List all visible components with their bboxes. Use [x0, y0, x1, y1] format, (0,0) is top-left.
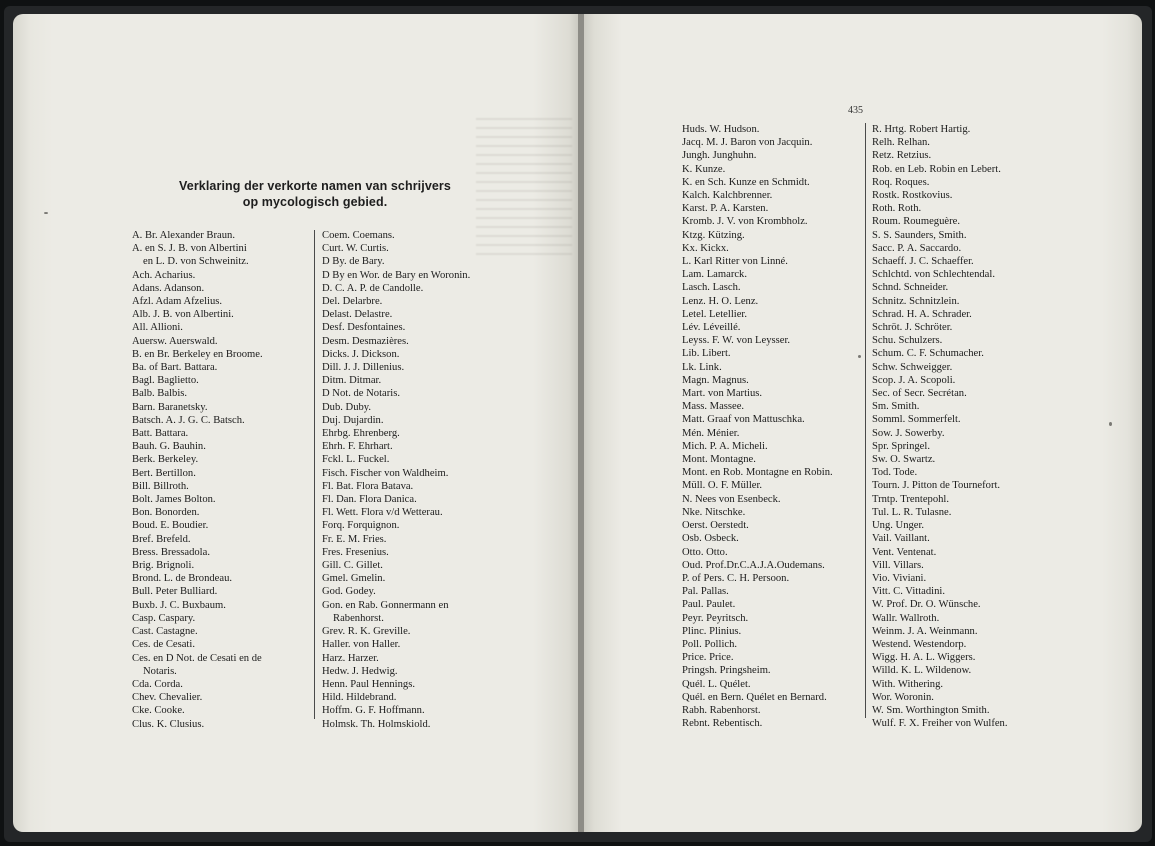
abbreviation-entry: Rob. en Leb. Robin en Lebert.: [872, 163, 1001, 175]
abbreviation-entry: Mén. Ménier.: [682, 427, 740, 439]
abbreviation-entry: Lam. Lamarck.: [682, 269, 748, 281]
abbreviation-entry: Magn. Magnus.: [682, 374, 749, 386]
abbreviation-entry: Ba. of Bart. Battara.: [132, 362, 218, 374]
abbreviation-entry: Schröt. J. Schröter.: [872, 322, 953, 334]
abbreviation-entry: Forq. Forquignon.: [322, 520, 400, 532]
abbreviation-entry: Notaris.: [143, 665, 177, 677]
abbreviation-entry: R. Hrtg. Robert Hartig.: [872, 124, 971, 135]
abbreviation-entry: Casp. Caspary.: [132, 612, 196, 624]
abbreviation-entry: Lib. Libert.: [682, 348, 731, 360]
abbreviation-entry: Gmel. Gmelin.: [322, 573, 386, 585]
abbreviation-entry: Peyr. Peyritsch.: [682, 612, 749, 624]
abbreviation-column-3: [682, 123, 833, 730]
book-gutter: [578, 14, 584, 832]
abbreviation-entry: A. Br. Alexander Braun.: [132, 230, 235, 241]
abbreviation-entry: Batt. Battara.: [132, 428, 189, 440]
abbreviation-entry: Hild. Hildebrand.: [322, 692, 397, 704]
abbreviation-entry: Ehrh. F. Ehrhart.: [322, 441, 393, 453]
abbreviation-entry: Harz. Harzer.: [322, 652, 379, 664]
abbreviation-entry: Boud. E. Boudier.: [132, 520, 209, 532]
abbreviation-entry: Fr. E. M. Fries.: [322, 533, 387, 545]
abbreviation-entry: D By. de Bary.: [322, 256, 385, 268]
abbreviation-entry: Holmsk. Th. Holmskiold.: [322, 718, 431, 730]
abbreviation-entry: Afzl. Adam Afzelius.: [132, 296, 223, 308]
abbreviation-entry: Dill. J. J. Dillenius.: [322, 362, 405, 374]
abbreviation-entry: D Not. de Notaris.: [322, 388, 400, 400]
abbreviation-entry: Ehrbg. Ehrenberg.: [322, 428, 400, 440]
abbreviation-entry: Fres. Fresenius.: [322, 546, 389, 558]
abbreviation-entry: Cast. Castagne.: [132, 626, 198, 638]
abbreviation-entry: Nke. Nitschke.: [682, 506, 746, 518]
abbreviation-entry: Mass. Massee.: [682, 401, 745, 413]
abbreviation-entry: Karst. P. A. Karsten.: [682, 203, 769, 215]
abbreviation-entry: Buxb. J. C. Buxbaum.: [132, 599, 226, 611]
abbreviation-entry: Rabh. Rabenhorst.: [682, 704, 761, 716]
abbreviation-entry: A. en S. J. B. von Albertini: [132, 243, 247, 255]
abbreviation-entry: All. Allioni.: [132, 322, 183, 334]
abbreviation-entry: Fisch. Fischer von Waldheim.: [322, 467, 449, 479]
abbreviation-entry: Cda. Corda.: [132, 678, 183, 690]
abbreviation-entry: Roum. Roumeguère.: [872, 216, 960, 228]
abbreviation-entry: Tourn. J. Pitton de Tournefort.: [872, 480, 1001, 492]
paper-speck: [858, 355, 861, 358]
abbreviation-entry: Retz. Retzius.: [872, 150, 932, 162]
bleed-through-text: [476, 118, 572, 258]
abbreviation-entry: Pal. Pallas.: [682, 586, 729, 598]
abbreviation-entry: Trntp. Trentepohl.: [872, 493, 950, 505]
abbreviation-entry: W. Sm. Worthington Smith.: [872, 704, 990, 716]
abbreviation-entry: Balb. Balbis.: [132, 388, 188, 400]
abbreviation-entry: Schu. Schulzers.: [872, 335, 943, 347]
abbreviation-entry: Bress. Bressadola.: [132, 546, 210, 558]
abbreviation-entry: Desf. Desfontaines.: [322, 322, 406, 334]
abbreviation-entry: Henn. Paul Hennings.: [322, 678, 415, 690]
abbreviation-entry: Oerst. Oerstedt.: [682, 520, 749, 532]
abbreviation-entry: Somml. Sommerfelt.: [872, 414, 961, 426]
abbreviation-entry: Quél. en Bern. Quélet en Bernard.: [682, 691, 827, 703]
abbreviation-entry: Bauh. G. Bauhin.: [132, 441, 206, 453]
abbreviation-entry: Vitt. C. Vittadini.: [872, 586, 945, 598]
abbreviation-entry: Bull. Peter Bulliard.: [132, 586, 218, 598]
abbreviation-entry: Osb. Osbeck.: [682, 533, 739, 545]
abbreviation-entry: Ces. de Cesati.: [132, 639, 195, 651]
abbreviation-entry: Sw. O. Swartz.: [872, 454, 936, 466]
abbreviation-entry: Weinm. J. A. Weinmann.: [872, 625, 978, 637]
abbreviation-entry: Schnd. Schneider.: [872, 282, 949, 294]
abbreviation-entry: P. of Pers. C. H. Persoon.: [682, 572, 790, 584]
abbreviation-entry: Gon. en Rab. Gonnermann en: [322, 599, 449, 611]
abbreviation-entry: N. Nees von Esenbeck.: [682, 493, 781, 505]
abbreviation-entry: Mart. von Martius.: [682, 388, 763, 400]
abbreviation-entry: Curt. W. Curtis.: [322, 243, 389, 255]
abbreviation-entry: Lév. Léveillé.: [682, 322, 741, 334]
abbreviation-entry: Jacq. M. J. Baron von Jacquin.: [682, 137, 813, 149]
abbreviation-entry: Price. Price.: [682, 652, 734, 664]
abbreviation-entry: Plinc. Plinius.: [682, 625, 742, 637]
abbreviation-column-2: [322, 229, 470, 731]
abbreviation-entry: Lasch. Lasch.: [682, 282, 741, 294]
abbreviation-entry: Pringsh. Pringsheim.: [682, 665, 771, 677]
abbreviation-entry: Hoffm. G. F. Hoffmann.: [322, 705, 425, 717]
abbreviation-entry: Oud. Prof.Dr.C.A.J.A.Oudemans.: [682, 559, 825, 571]
abbreviation-entry: Adans. Adanson.: [132, 282, 205, 294]
abbreviation-entry: Brond. L. de Brondeau.: [132, 573, 233, 585]
abbreviation-entry: B. en Br. Berkeley en Broome.: [132, 348, 263, 360]
abbreviation-entry: W. Prof. Dr. O. Wünsche.: [872, 599, 981, 611]
column-rule-right: [865, 123, 866, 718]
page-heading-line-2: op mycologisch gebied.: [242, 195, 388, 209]
abbreviation-entry: Vent. Ventenat.: [872, 546, 937, 558]
abbreviation-entry: Ditm. Ditmar.: [322, 375, 382, 387]
abbreviation-entry: Bagl. Baglietto.: [132, 375, 199, 387]
right-page: [582, 14, 1142, 832]
abbreviation-entry: Müll. O. F. Müller.: [682, 480, 763, 492]
abbreviation-entry: Kx. Kickx.: [682, 242, 729, 254]
abbreviation-entry: S. S. Saunders, Smith.: [872, 229, 967, 241]
abbreviation-column-4: [872, 123, 1008, 730]
abbreviation-entry: Dicks. J. Dickson.: [322, 348, 400, 360]
abbreviation-entry: Poll. Pollich.: [682, 638, 738, 650]
abbreviation-entry: Spr. Springel.: [872, 440, 930, 452]
paper-speck: [1109, 422, 1112, 426]
abbreviation-entry: Clus. K. Clusius.: [132, 718, 205, 730]
abbreviation-entry: Del. Delarbre.: [322, 296, 383, 308]
abbreviation-entry: Ung. Unger.: [872, 520, 925, 532]
abbreviation-entry: Lenz. H. O. Lenz.: [682, 295, 759, 307]
abbreviation-entry: Wulf. F. X. Freiher von Wulfen.: [872, 718, 1008, 730]
abbreviation-entry: Bill. Billroth.: [132, 480, 189, 492]
abbreviation-entry: Leyss. F. W. von Leysser.: [682, 335, 791, 347]
abbreviation-entry: Roq. Roques.: [872, 176, 930, 188]
abbreviation-entry: Kalch. Kalchbrenner.: [682, 190, 773, 202]
abbreviation-entry: Rabenhorst.: [333, 612, 384, 624]
abbreviation-entry: Tod. Tode.: [872, 467, 918, 479]
abbreviation-entry: Mont. Montagne.: [682, 454, 756, 466]
abbreviation-column-1: [132, 229, 263, 731]
abbreviation-entry: Ktzg. Kützing.: [682, 229, 745, 241]
abbreviation-entry: Willd. K. L. Wildenow.: [872, 665, 972, 677]
abbreviation-entry: Haller. von Haller.: [322, 639, 401, 651]
abbreviation-entry: Scop. J. A. Scopoli.: [872, 374, 956, 386]
abbreviation-entry: Schaeff. J. C. Schaeffer.: [872, 256, 974, 268]
abbreviation-entry: Fl. Wett. Flora v/d Wetterau.: [322, 507, 443, 519]
abbreviation-entry: Fl. Dan. Flora Danica.: [322, 494, 417, 506]
abbreviation-entry: Rebnt. Rebentisch.: [682, 718, 763, 730]
abbreviation-entry: Ach. Acharius.: [132, 269, 196, 281]
abbreviation-entry: Cke. Cooke.: [132, 705, 185, 717]
abbreviation-entry: Delast. Delastre.: [322, 309, 393, 321]
abbreviation-entry: Chev. Chevalier.: [132, 692, 203, 704]
abbreviation-entry: Barn. Baranetsky.: [132, 401, 208, 413]
abbreviation-entry: Letel. Letellier.: [682, 308, 748, 320]
abbreviation-entry: Schw. Schweigger.: [872, 361, 953, 373]
abbreviation-entry: Wallr. Wallroth.: [872, 612, 940, 624]
abbreviation-entry: Vail. Vaillant.: [872, 533, 930, 545]
abbreviation-entry: L. Karl Ritter von Linné.: [682, 256, 788, 268]
abbreviation-entry: Sec. of Secr. Secrétan.: [872, 388, 967, 400]
abbreviation-entry: Fl. Bat. Flora Batava.: [322, 480, 414, 492]
abbreviation-entry: en L. D. von Schweinitz.: [143, 256, 249, 268]
abbreviation-entry: Schum. C. F. Schumacher.: [872, 348, 984, 360]
abbreviation-entry: Bolt. James Bolton.: [132, 494, 216, 506]
abbreviation-entry: Auersw. Auerswald.: [132, 335, 218, 347]
abbreviation-entry: Batsch. A. J. G. C. Batsch.: [132, 414, 245, 426]
abbreviation-entry: Westend. Westendorp.: [872, 638, 967, 650]
abbreviation-entry: Dub. Duby.: [322, 401, 372, 413]
abbreviation-entry: Roth. Roth.: [872, 203, 922, 215]
abbreviation-entry: Desm. Desmazières.: [322, 335, 409, 347]
abbreviation-entry: Matt. Graaf von Mattuschka.: [682, 414, 805, 426]
abbreviation-entry: Otto. Otto.: [682, 546, 728, 558]
abbreviation-entry: Gill. C. Gillet.: [322, 560, 383, 572]
abbreviation-entry: Hedw. J. Hedwig.: [322, 665, 398, 677]
abbreviation-entry: Ces. en D Not. de Cesati en de: [132, 652, 262, 664]
abbreviation-entry: Paul. Paulet.: [682, 599, 736, 611]
abbreviation-entry: Bert. Bertillon.: [132, 467, 196, 479]
abbreviation-entry: Rostk. Rostkovius.: [872, 190, 953, 202]
abbreviation-entry: Mich. P. A. Micheli.: [682, 440, 768, 452]
abbreviation-entry: Grev. R. K. Greville.: [322, 626, 411, 638]
abbreviation-entry: Schlchtd. von Schlechtendal.: [872, 269, 995, 281]
abbreviation-entry: Sm. Smith.: [872, 401, 920, 413]
abbreviation-entry: Schrad. H. A. Schrader.: [872, 308, 972, 320]
abbreviation-entry: Schnitz. Schnitzlein.: [872, 295, 960, 307]
abbreviation-entry: Bref. Brefeld.: [132, 533, 191, 545]
abbreviation-entry: God. Godey.: [322, 586, 376, 598]
page-heading-line-1: Verklaring der verkorte namen van schrijvers: [179, 179, 451, 193]
paper-speck: [44, 212, 48, 214]
abbreviation-entry: K. Kunze.: [682, 163, 726, 175]
abbreviation-entry: Vio. Viviani.: [872, 572, 927, 584]
abbreviation-entry: Vill. Villars.: [872, 559, 924, 571]
abbreviation-entry: Quél. L. Quélet.: [682, 678, 751, 690]
abbreviation-entry: Relh. Relhan.: [872, 137, 930, 149]
abbreviation-entry: With. Withering.: [872, 678, 944, 690]
abbreviation-entry: Fckl. L. Fuckel.: [322, 454, 390, 466]
abbreviation-entry: Jungh. Junghuhn.: [682, 150, 757, 162]
abbreviation-entry: Kromb. J. V. von Krombholz.: [682, 216, 808, 228]
abbreviation-entry: Wigg. H. A. L. Wiggers.: [872, 652, 976, 664]
abbreviation-entry: Bon. Bonorden.: [132, 507, 200, 519]
abbreviation-entry: Berk. Berkeley.: [132, 454, 199, 466]
abbreviation-entry: Brig. Brignoli.: [132, 560, 195, 572]
abbreviation-entry: Wor. Woronin.: [872, 691, 934, 703]
page-number: 435: [848, 105, 863, 116]
abbreviation-entry: D By en Wor. de Bary en Woronin.: [322, 269, 471, 281]
abbreviation-entry: Coem. Coemans.: [322, 230, 395, 241]
abbreviation-entry: Lk. Link.: [682, 361, 722, 373]
abbreviation-entry: Sacc. P. A. Saccardo.: [872, 242, 962, 254]
column-rule-left: [314, 230, 315, 719]
abbreviation-entry: D. C. A. P. de Candolle.: [322, 282, 424, 294]
abbreviation-entry: K. en Sch. Kunze en Schmidt.: [682, 176, 810, 188]
abbreviation-entry: Duj. Dujardin.: [322, 414, 384, 426]
abbreviation-entry: Alb. J. B. von Albertini.: [132, 309, 234, 321]
abbreviation-entry: Huds. W. Hudson.: [682, 124, 760, 135]
abbreviation-entry: Mont. en Rob. Montagne en Robin.: [682, 467, 833, 479]
abbreviation-entry: Sow. J. Sowerby.: [872, 427, 945, 439]
abbreviation-entry: Tul. L. R. Tulasne.: [872, 506, 952, 518]
